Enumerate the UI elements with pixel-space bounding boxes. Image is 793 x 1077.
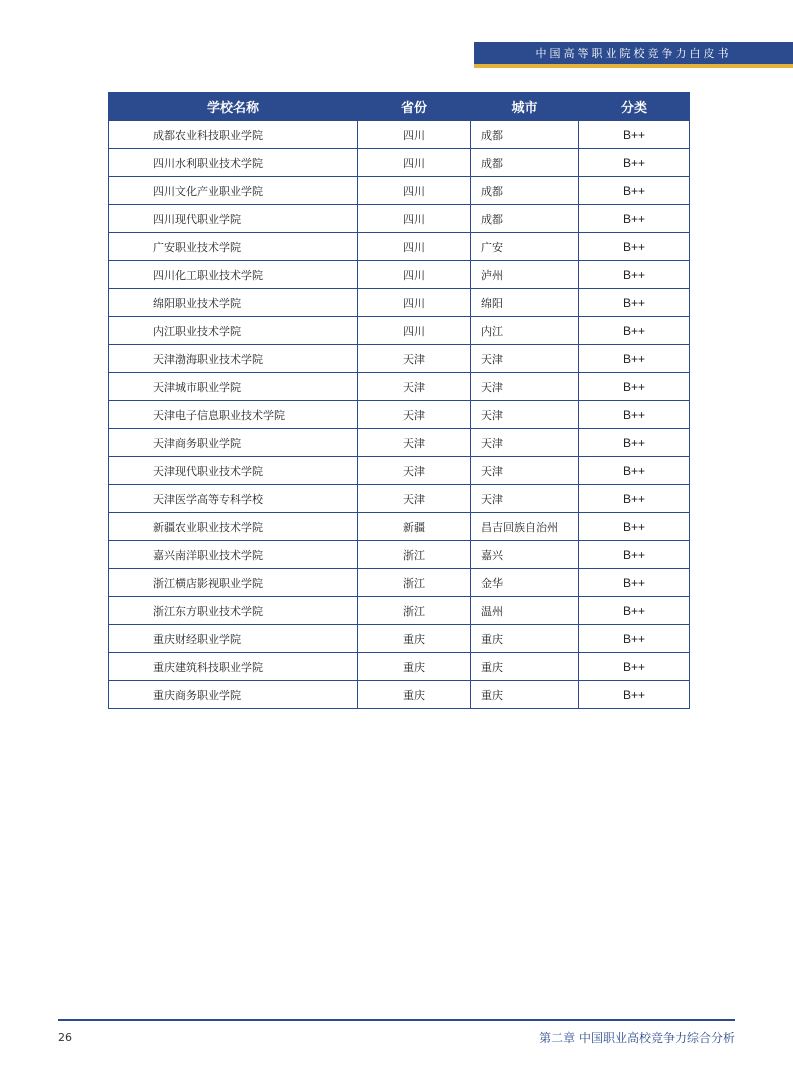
table-header-row [109, 93, 690, 121]
cell-province: 天津 [358, 345, 471, 373]
cell-category: B++ [579, 261, 690, 289]
cell-category: B++ [579, 653, 690, 681]
cell-city: 温州 [471, 597, 579, 625]
cell-province: 重庆 [358, 681, 471, 709]
table-row [109, 485, 690, 513]
cell-province: 四川 [358, 121, 471, 149]
cell-category: B++ [579, 401, 690, 429]
cell-province: 天津 [358, 457, 471, 485]
cell-city: 绵阳 [471, 289, 579, 317]
table-row [109, 261, 690, 289]
footer-rule [58, 1019, 735, 1021]
header-banner [474, 42, 793, 64]
cell-city: 嘉兴 [471, 541, 579, 569]
table-row [109, 653, 690, 681]
cell-city: 成都 [471, 205, 579, 233]
table-row [109, 233, 690, 261]
cell-city: 天津 [471, 345, 579, 373]
table-row [109, 569, 690, 597]
cell-city: 昌吉回族自治州 [471, 513, 579, 541]
cell-category: B++ [579, 541, 690, 569]
table-row [109, 401, 690, 429]
table-body [109, 121, 690, 709]
chapter-title: 第二章 中国职业高校竞争力综合分析 [539, 1031, 735, 1045]
cell-city: 天津 [471, 401, 579, 429]
cell-school-name: 天津现代职业技术学院 [109, 457, 358, 485]
table-row [109, 429, 690, 457]
cell-province: 重庆 [358, 625, 471, 653]
table-row [109, 541, 690, 569]
cell-province: 四川 [358, 205, 471, 233]
cell-province: 浙江 [358, 569, 471, 597]
cell-school-name: 四川化工职业技术学院 [109, 261, 358, 289]
cell-school-name: 绵阳职业技术学院 [109, 289, 358, 317]
page-number: 26 [58, 1031, 72, 1044]
cell-city: 成都 [471, 149, 579, 177]
table-row [109, 681, 690, 709]
cell-city: 重庆 [471, 625, 579, 653]
cell-school-name: 浙江横店影视职业学院 [109, 569, 358, 597]
cell-city: 广安 [471, 233, 579, 261]
cell-school-name: 四川文化产业职业学院 [109, 177, 358, 205]
cell-city: 成都 [471, 121, 579, 149]
header-city: 城市 [471, 93, 579, 121]
cell-category: B++ [579, 205, 690, 233]
cell-province: 天津 [358, 373, 471, 401]
cell-province: 四川 [358, 317, 471, 345]
cell-category: B++ [579, 625, 690, 653]
cell-category: B++ [579, 373, 690, 401]
cell-school-name: 内江职业技术学院 [109, 317, 358, 345]
cell-city: 重庆 [471, 681, 579, 709]
cell-school-name: 天津电子信息职业技术学院 [109, 401, 358, 429]
cell-category: B++ [579, 317, 690, 345]
cell-category: B++ [579, 345, 690, 373]
cell-city: 泸州 [471, 261, 579, 289]
cell-school-name: 四川水利职业技术学院 [109, 149, 358, 177]
cell-school-name: 天津渤海职业技术学院 [109, 345, 358, 373]
cell-category: B++ [579, 513, 690, 541]
cell-province: 四川 [358, 233, 471, 261]
cell-province: 浙江 [358, 541, 471, 569]
cell-province: 四川 [358, 261, 471, 289]
cell-school-name: 四川现代职业学院 [109, 205, 358, 233]
cell-category: B++ [579, 289, 690, 317]
table-row [109, 205, 690, 233]
cell-school-name: 天津城市职业学院 [109, 373, 358, 401]
header-title: 中国高等职业院校竞争力白皮书 [535, 47, 732, 60]
cell-city: 天津 [471, 457, 579, 485]
cell-category: B++ [579, 233, 690, 261]
cell-category: B++ [579, 569, 690, 597]
cell-category: B++ [579, 597, 690, 625]
cell-category: B++ [579, 177, 690, 205]
cell-province: 四川 [358, 177, 471, 205]
cell-school-name: 天津商务职业学院 [109, 429, 358, 457]
cell-province: 四川 [358, 289, 471, 317]
cell-category: B++ [579, 457, 690, 485]
table-row [109, 373, 690, 401]
cell-category: B++ [579, 121, 690, 149]
cell-school-name: 天津医学高等专科学校 [109, 485, 358, 513]
cell-school-name: 新疆农业职业技术学院 [109, 513, 358, 541]
cell-category: B++ [579, 681, 690, 709]
cell-city: 内江 [471, 317, 579, 345]
table-row [109, 317, 690, 345]
cell-province: 天津 [358, 401, 471, 429]
cell-category: B++ [579, 149, 690, 177]
cell-category: B++ [579, 485, 690, 513]
table-row [109, 625, 690, 653]
cell-province: 天津 [358, 485, 471, 513]
cell-city: 成都 [471, 177, 579, 205]
cell-city: 天津 [471, 373, 579, 401]
header-school-name: 学校名称 [109, 93, 358, 121]
cell-province: 天津 [358, 429, 471, 457]
cell-school-name: 重庆财经职业学院 [109, 625, 358, 653]
cell-school-name: 成都农业科技职业学院 [109, 121, 358, 149]
cell-province: 新疆 [358, 513, 471, 541]
table-row [109, 121, 690, 149]
table-row [109, 457, 690, 485]
header-province: 省份 [358, 93, 471, 121]
table-row [109, 289, 690, 317]
cell-city: 天津 [471, 429, 579, 457]
table-row [109, 177, 690, 205]
table-row [109, 597, 690, 625]
cell-school-name: 浙江东方职业技术学院 [109, 597, 358, 625]
cell-city: 天津 [471, 485, 579, 513]
table-row [109, 345, 690, 373]
cell-category: B++ [579, 429, 690, 457]
header-accent-stripe [474, 64, 793, 68]
cell-city: 金华 [471, 569, 579, 597]
header-category: 分类 [579, 93, 690, 121]
cell-school-name: 重庆商务职业学院 [109, 681, 358, 709]
cell-school-name: 广安职业技术学院 [109, 233, 358, 261]
cell-province: 浙江 [358, 597, 471, 625]
table-row [109, 513, 690, 541]
school-table [108, 92, 690, 709]
cell-school-name: 重庆建筑科技职业学院 [109, 653, 358, 681]
table-row [109, 149, 690, 177]
cell-province: 重庆 [358, 653, 471, 681]
cell-school-name: 嘉兴南洋职业技术学院 [109, 541, 358, 569]
cell-province: 四川 [358, 149, 471, 177]
cell-city: 重庆 [471, 653, 579, 681]
